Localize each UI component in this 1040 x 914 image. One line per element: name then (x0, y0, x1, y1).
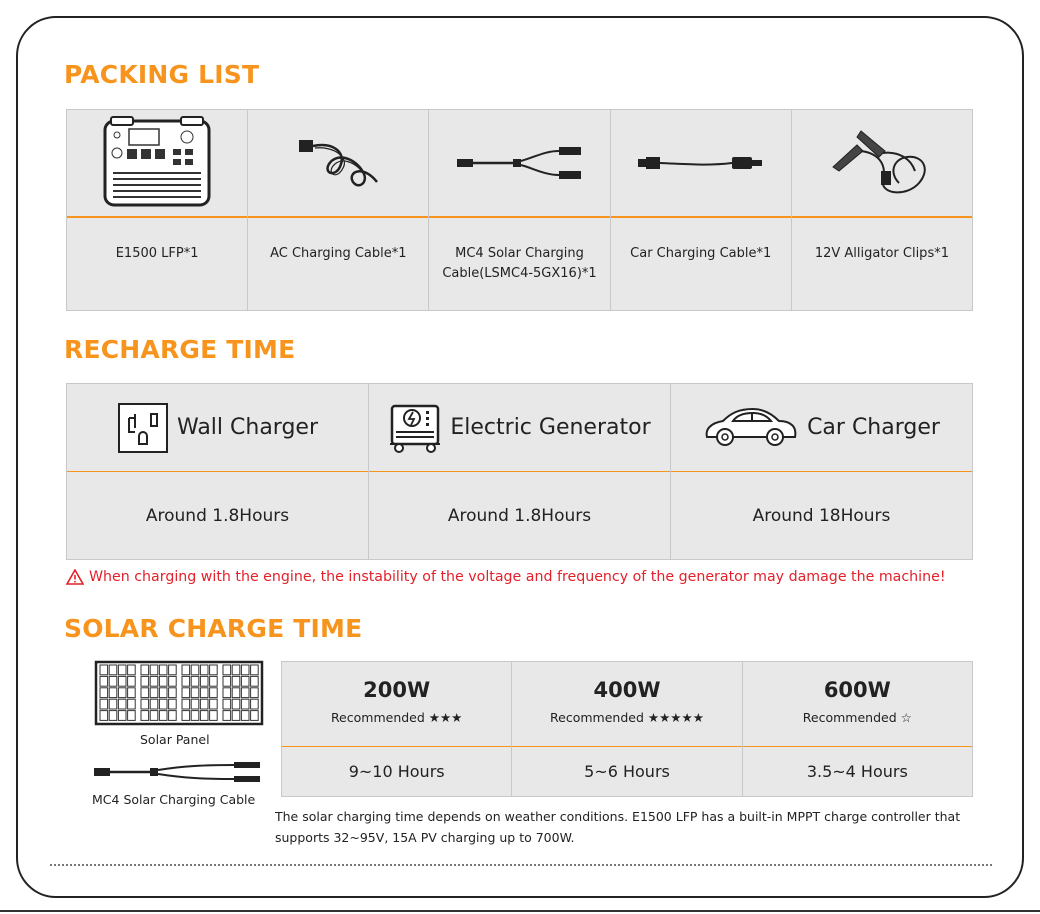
dotted-divider (50, 864, 992, 866)
warning-icon (66, 569, 84, 585)
ac-cable-icon (293, 128, 383, 198)
generator-warning (66, 569, 946, 585)
car-icon (703, 407, 799, 449)
solar-panel-label: Solar Panel (140, 732, 210, 747)
solar-recommendation: Recommended ★★★ (330, 710, 463, 725)
recharge-column (369, 384, 671, 559)
solar-charge-time: 5~6 Hours (584, 762, 670, 781)
packing-item-label: E1500 LFP*1 (115, 246, 199, 261)
solar-panel-icon (94, 660, 264, 726)
packing-item-label: 12V Alligator Clips*1 (814, 246, 949, 261)
solar-recommendation: Recommended ☆ (802, 710, 912, 725)
packing-list-title: PACKING LIST (64, 60, 260, 89)
packing-item (611, 110, 792, 310)
wall-outlet-icon (117, 402, 169, 454)
bottom-rule (0, 910, 1040, 912)
recharge-time-title: RECHARGE TIME (64, 335, 296, 364)
solar-wattage: 600W (823, 678, 891, 702)
solar-wattage: 200W (363, 678, 431, 702)
packing-item (429, 110, 610, 310)
generator-icon (388, 402, 442, 454)
recharge-column (67, 384, 369, 559)
packing-item-label: MC4 Solar Charging Cable(LSMC4-5GX16)*1 (442, 246, 597, 281)
recharge-column (671, 384, 972, 559)
recharge-time-value: Around 18Hours (752, 505, 891, 526)
solar-cable-icon (94, 762, 264, 782)
power-station-icon (101, 115, 213, 211)
mc4-cable-icon (455, 143, 585, 183)
solar-charge-time: 3.5~4 Hours (806, 762, 908, 781)
solar-cable-label: MC4 Solar Charging Cable (92, 792, 256, 807)
solar-note: The solar charging time depends on weather conditions. E1500 LFP has a built-in MPPT charge controller that supports 32~95V, 15A PV charging up to 700W. (275, 809, 961, 845)
solar-charge-time-title: SOLAR CHARGE TIME (64, 614, 363, 643)
recharge-time-value: Around 1.8Hours (447, 505, 592, 526)
packing-item (67, 110, 248, 310)
recharge-table (66, 383, 973, 560)
solar-column (743, 662, 972, 796)
recharge-time-value: Around 1.8Hours (145, 505, 290, 526)
solar-charge-time: 9~10 Hours (348, 762, 445, 781)
recharge-method-label: Car Charger (807, 415, 940, 440)
packing-item (792, 110, 972, 310)
packing-item-label: Car Charging Cable*1 (630, 246, 772, 261)
packing-list-table (66, 109, 973, 311)
alligator-clips-icon (827, 123, 937, 203)
warning-text: When charging with the engine, the instability of the voltage and frequency of the generator may damage the machine! (89, 569, 946, 585)
solar-column (512, 662, 742, 796)
packing-item (248, 110, 429, 310)
solar-wattage: 400W (593, 678, 661, 702)
solar-recommendation: Recommended ★★★★★ (550, 710, 704, 725)
solar-column (282, 662, 512, 796)
recharge-method-label: Wall Charger (176, 415, 319, 440)
recharge-method-label: Electric Generator (450, 415, 651, 440)
car-cable-icon (636, 148, 766, 178)
packing-item-label: AC Charging Cable*1 (270, 246, 407, 261)
solar-table (281, 661, 973, 797)
